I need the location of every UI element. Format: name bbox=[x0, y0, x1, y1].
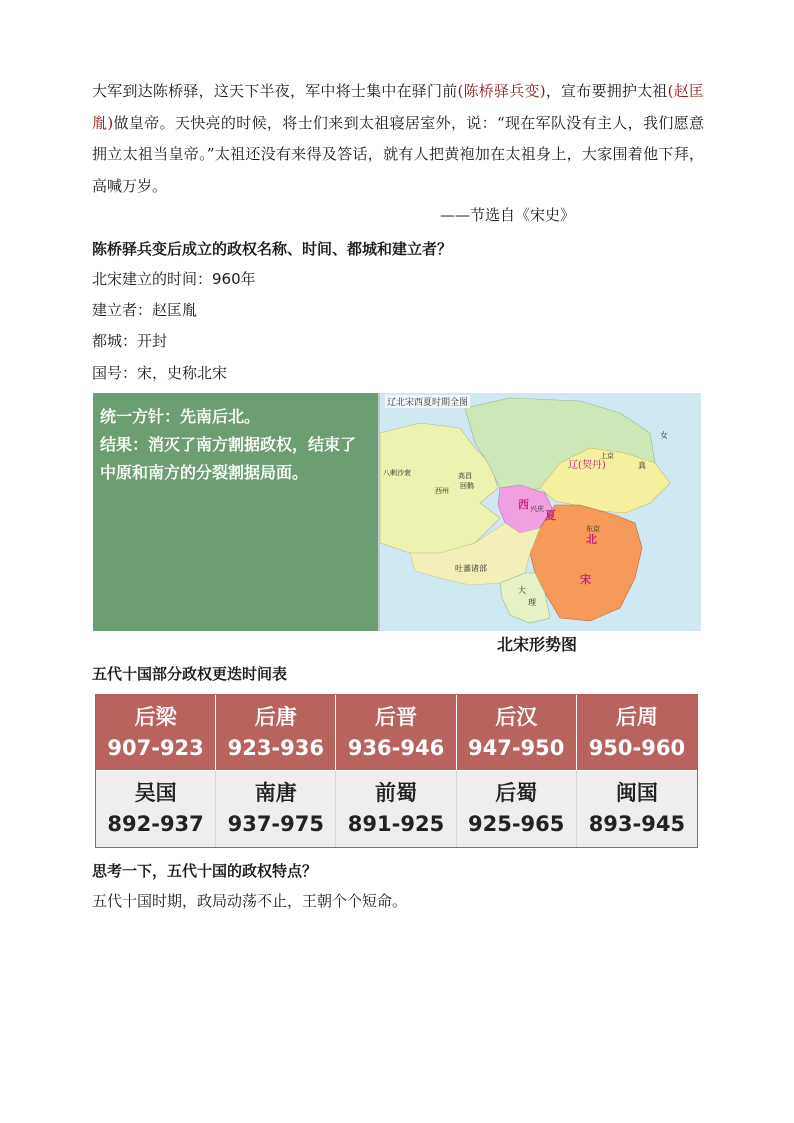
answer-time: 北宋建立的时间：960年 bbox=[92, 270, 256, 288]
table-cell bbox=[96, 695, 216, 771]
regime-years: 925-965 bbox=[468, 812, 565, 836]
policy-box bbox=[93, 393, 378, 631]
regime-years: 893-945 bbox=[588, 812, 686, 836]
regime-years: 891-925 bbox=[347, 812, 445, 836]
answer-dynasty-name: 国号：宋，史称北宋 bbox=[92, 364, 228, 382]
table-cell bbox=[457, 771, 577, 847]
result-line: 结果：消灭了南方割据政权，结束了中原和南方的分裂割据局面。 bbox=[100, 435, 357, 482]
label-shangjing: 上京 bbox=[600, 452, 614, 460]
regime-years: 937-975 bbox=[227, 812, 324, 836]
map-graphic bbox=[380, 393, 701, 631]
regime-name: 后梁 bbox=[134, 704, 177, 729]
regime-name: 后汉 bbox=[495, 704, 538, 729]
passage-source: ——节选自《宋史》 bbox=[440, 206, 576, 224]
label-dali-2: 理 bbox=[528, 598, 536, 607]
label-bei: 北 bbox=[586, 533, 597, 546]
passage bbox=[92, 76, 704, 202]
question-regime: 陈桥驿兵变后成立的政权名称、时间、都城和建立者？ bbox=[92, 240, 453, 258]
table-cell bbox=[577, 771, 697, 847]
label-xizhou: 西州 bbox=[435, 487, 449, 495]
label-gaochang: 高昌 bbox=[458, 472, 472, 480]
table-cell bbox=[96, 771, 216, 847]
table-cell bbox=[216, 771, 336, 847]
regime-name: 后蜀 bbox=[495, 781, 538, 805]
regime-name: 前蜀 bbox=[374, 781, 417, 805]
table-cell bbox=[216, 695, 336, 771]
passage-text-1: 大军到达陈桥驿，这天下半夜，军中将士集中在驿门前 bbox=[92, 82, 458, 100]
label-xi: 西 bbox=[518, 498, 529, 511]
table-cell bbox=[457, 695, 577, 771]
passage-highlight-person: (赵匡胤) bbox=[92, 82, 704, 132]
regime-name: 后唐 bbox=[254, 704, 297, 729]
regime-years: 947-950 bbox=[468, 735, 565, 760]
label-xingqing: 兴庆 bbox=[530, 505, 544, 513]
answer-capital: 都城：开封 bbox=[92, 332, 168, 350]
regime-table bbox=[95, 694, 698, 848]
regime-years: 923-936 bbox=[227, 735, 324, 760]
song-map bbox=[378, 393, 701, 631]
regime-name: 吴国 bbox=[134, 781, 177, 805]
regime-name: 后晋 bbox=[374, 704, 417, 729]
policy-figure bbox=[93, 393, 701, 631]
regime-years: 936-946 bbox=[347, 735, 445, 760]
passage-text-3: 做皇帝。天快亮的时候，将士们来到太祖寝居室外，说：“现在军队没有主人，我们愿意拥立太祖当皇帝。”太祖还没有来得及答话，就有人把黄袍加在太祖身上，大家围着他下拜，高喊万岁。 bbox=[92, 113, 704, 195]
map-caption: 北宋形势图 bbox=[497, 635, 578, 654]
answer-founder: 建立者：赵匡胤 bbox=[92, 301, 198, 319]
table-cell bbox=[577, 695, 697, 771]
map-title: 辽北宋西夏时期全图 bbox=[385, 395, 470, 408]
label-song: 宋 bbox=[580, 573, 591, 586]
table-cell bbox=[336, 771, 456, 847]
label-zhen: 真 bbox=[638, 461, 646, 470]
regime-name: 闽国 bbox=[615, 781, 658, 805]
label-liao: 辽(契丹) bbox=[568, 460, 606, 471]
regime-years: 907-923 bbox=[107, 735, 204, 760]
label-baxi: 八剌沙衮 bbox=[383, 469, 411, 477]
regime-years: 950-960 bbox=[588, 735, 686, 760]
regime-years: 892-937 bbox=[107, 812, 204, 836]
label-xia: 夏 bbox=[545, 509, 556, 522]
answer-features: 五代十国时期，政局动荡不止，王朝个个短命。 bbox=[92, 892, 408, 910]
label-tubo: 吐蕃诸部 bbox=[455, 564, 487, 573]
table-cell bbox=[336, 695, 456, 771]
question-features: 思考一下，五代十国的政权特点？ bbox=[92, 862, 318, 880]
policy-line: 统一方针：先南后北。 bbox=[100, 407, 261, 426]
passage-text-2: ，宣布要拥护太祖 bbox=[545, 82, 668, 100]
regime-name: 南唐 bbox=[254, 781, 297, 805]
passage-highlight-event: (陈桥驿兵变) bbox=[457, 82, 546, 100]
label-dali-1: 大 bbox=[518, 586, 526, 595]
label-huihu: 回鹘 bbox=[460, 482, 474, 490]
table-title: 五代十国部分政权更迭时间表 bbox=[92, 665, 288, 683]
label-dongjing: 东京 bbox=[586, 525, 600, 533]
label-nv: 女 bbox=[660, 431, 668, 440]
regime-name: 后周 bbox=[615, 704, 658, 729]
